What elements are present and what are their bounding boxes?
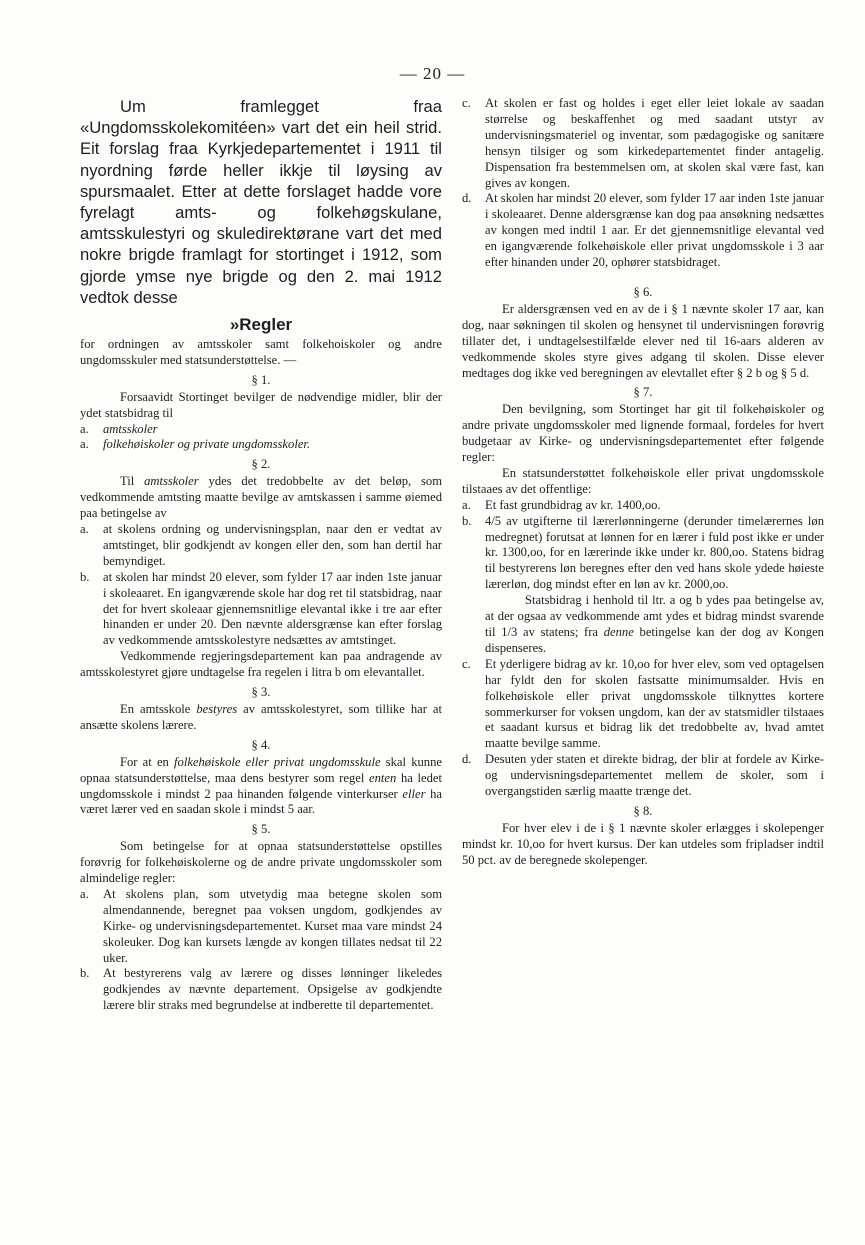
section-5-list-right (462, 96, 824, 271)
list-item (462, 657, 824, 752)
item-text: At bestyrerens valg av lærere og disses lønninger likeledes godkjendes av nævnte departement. Opsigelse av godkjendte lærere blir straks med begrundelse at indberette til departementet. (103, 966, 442, 1013)
section-8-text: For hver elev i de i § 1 nævnte skoler erlægges i skolepenger mindst kr. 10,oo for hvert kursus. Der kan utdeles som fripladser indtil 50 pct. av de beregnede skolepenger. (462, 820, 824, 867)
section-7-text: Den bevilgning, som Stortinget har git til folkehøiskoler og andre private ungdomsskoler med lignende formaal, fordeles for hvert budgetaar av Kirke- og undervisningsdepartementet efter følgende regler: (462, 402, 824, 465)
section-6-title: § 6. (633, 284, 653, 299)
item-text: amtsskoler (103, 421, 158, 436)
section-6-text: Er aldersgrænsen ved en av de i § 1 nævnte skoler 17 aar, kan dog, naar søkningen til skolen og hensynet til undervisningen forøvrig tillater det, i undtagelsestilfælde elever ned til 16-aars alderen av vedkommende skoles styre gives adgang til skolen. Disse elever medtages dog ikke ved beregningen av elevtallet efter § 2 b og § 5 d. (462, 301, 824, 380)
section-7-text2: En statsunderstøttet folkehøiskole eller privat ungdomsskole tilstaaes av det offentlige: (462, 465, 824, 496)
item-label: d. (462, 191, 472, 206)
section-3-text: En amtsskole bestyres av amtsskolestyret, som tillike har at ansætte skolens lærere. (80, 701, 442, 732)
list-item (462, 96, 824, 191)
item-text-extra: Statsbidrag i henhold til ltr. a og b ydes paa betingelse av, at der ogsaa av vedkommende amt ydes et bidrag mindst svarende til 1/3 av statens; fra denne betingelse kan der dog av Kongen dispenseres. (485, 593, 824, 655)
item-label: a. (462, 497, 471, 512)
item-text: folkehøiskoler og private ungdomsskoler. (103, 437, 311, 452)
item-text: at skolen har mindst 20 elever, som fylder 17 aar inden 1ste januar i skoleaaret. En igangværende skole har dog ret til statsbidrag, naar det for hvert skoleaar gjennemsnitlige elevantal ikke i tre aar efter hinanden er under 20. Den nævnte aldersgrænse kan efter forslag av vedkommende amtsskolestyre nedsættes av amtstinget. (103, 569, 442, 648)
list-item (80, 887, 442, 967)
item-label: a. (80, 437, 89, 452)
section-1-title: § 1. (251, 372, 271, 387)
section-5-title: § 5. (251, 822, 271, 837)
list-item (462, 752, 824, 800)
item-label: b. (80, 966, 90, 981)
list-item (80, 966, 442, 1014)
item-label: b. (462, 513, 472, 528)
item-text: Et fast grundbidrag av kr. 1400,oo. (485, 497, 661, 512)
section-4-text: For at en folkehøiskole eller privat ungdomsskule skal kunne opnaa statsunderstøttelse, maa dens bestyrer som regel enten ha ledet ungdomsskole i mindst 2 paa hinanden følgende vinterkurser eller ha været lærer ved en saadan skole i mindst 5 aar. (80, 754, 442, 817)
item-text: at skolens ordning og undervisningsplan, naar den er vedtat av amtstinget, blir godkjendt av kongen eller den, som han dertil har bemyndiget. (103, 522, 442, 568)
item-label: d. (462, 752, 472, 767)
item-label: c. (462, 656, 471, 671)
section-5-text: Som betingelse for at opnaa statsunderstøttelse opstilles forøvrig for folkehøiskolerne og de andre private ungdomsskoler som almindelige regler: (80, 839, 442, 886)
right-column (462, 96, 824, 869)
list-item (462, 514, 824, 657)
item-text: Et yderligere bidrag av kr. 10,oo for hver elev, som ved optagelsen har fyldt den for skolen fastsatte minimumsalder. Hvis en folkehøiskole eller privat ungdomsskole tilknyttes kortere sommerkurser for voksen ungdom, kan der av statsmidler tilstaaes et saadant kursus et bidrag lik det tredobbelte av, hvad amtet maatte bevilge samme. (485, 656, 824, 751)
item-text: Desuten yder staten et direkte bidrag, der blir at fordele av Kirke- og undervisningsdepartementet mellem de skoler, som i overgangstiden særlig maatte trænge det. (485, 752, 824, 799)
item-label: c. (462, 96, 471, 110)
section-4-title: § 4. (251, 737, 271, 752)
section-2-text: Til amtsskoler ydes det tredobbelte av det beløp, som vedkommende amtsting maatte bevilge av amtskassen i samme øiemed paa betingelse av (80, 474, 443, 521)
list-item (462, 191, 824, 271)
section-1-list (80, 422, 442, 454)
item-label: a. (80, 421, 89, 436)
intro-paragraph: Um framlegget fraa «Ungdomsskolekomitéen» vart det ein heil strid. Eit forslag fraa Kyrkjedepartementet i 1911 til nyordning førde heller ikkje til løysing av spursmaalet. Etter at dette forslaget hadde vore fyrelagt amts- og folkehøgskulane, amtsskulestyri og skuledirektørane vart det med nokre brigde framlagt for stortinget i 1912, som gjorde ymse nye brigde og den 2. mai 1912 vedtok desse (80, 97, 442, 307)
item-label: a. (80, 886, 89, 901)
section-7-list (462, 498, 824, 800)
left-column (80, 96, 442, 1014)
section-5-list-left (80, 887, 442, 1014)
section-2-title: § 2. (251, 457, 271, 472)
list-item (80, 522, 442, 570)
regler-subtitle: for ordningen av amtsskoler samt folkehoiskoler og andre ungdomsskuler med statsunderstøttelse. — (80, 337, 442, 367)
list-item (462, 498, 824, 514)
section-2-list (80, 522, 442, 649)
item-text: At skolens plan, som utvetydig maa betegne skolen som almendannende, beregnet paa voksen ungdom, godkjendes av Kirke- og undervisningsdepartementet. Kurset maa vare mindst 24 skoleuker. Dog kan kursets længde av kongen tillates nedsat til 22 uker. (103, 886, 442, 965)
section-3-title: § 3. (251, 685, 271, 700)
section-1-text: Forsaavidt Stortinget bevilger de nødvendige midler, blir der ydet statsbidrag til (80, 389, 442, 420)
section-2-after: Vedkommende regjeringsdepartement kan paa andragende av amtsskolestyret gjøre undtagelse fra regelen i litra b om elevantallet. (80, 649, 442, 680)
item-label: b. (80, 569, 90, 584)
item-label: a. (80, 522, 89, 536)
regler-heading: »Regler (229, 315, 293, 335)
section-8-title: § 8. (633, 803, 653, 818)
item-text: 4/5 av utgifterne til lærerlønningerne (derunder timelærernes løn medregnet) forutsat at lønnen for en lærer i fuld post ikke er under kr. 1300,oo, for en lærerinde ikke under kr. 800,oo. Statens bidrag til bestyrerens løn beregnes efter den ved hans skole ydede høieste lærerløn, dog mindst efter en løn av kr. 2000,oo. Statsbidrag i henhold til ltr. a og b ydes paa betingelse av, at der ogsaa av vedkommende amt ydes et bidrag mindst svarende til 1/3 av statens; fra denne betingelse kan der dog av Kongen dispenseres. (485, 513, 824, 655)
list-item (80, 570, 442, 650)
section-7-title: § 7. (633, 385, 653, 400)
page-number: — 20 — (399, 64, 466, 83)
list-item (80, 437, 442, 453)
list-item (80, 422, 442, 438)
item-text: At skolen har mindst 20 elever, som fylder 17 aar inden 1ste januar i skoleaaret. Denne aldersgrænse kan dog paa ansøkning nedsættes av kongen med indtil 1 aar. Er det gjennemsnitlige elevantal ved en igangværende folkehøiskole eller privat ungdomsskole i 3 aar efter hinanden under 20, ophører statsbidraget. (485, 191, 824, 270)
item-text: At skolen er fast og holdes i eget eller leiet lokale av saadan størrelse og beskaffenhet og med saadant utstyr av undervisningsmateriel og inventar, som pædagogiske og sanitære hensyn tilsiger og som kirkedepartementet finder antagelig. Dispensation fra bestemmelsen om, at skolen skal være fast, kan gives av kongen. (485, 96, 824, 190)
